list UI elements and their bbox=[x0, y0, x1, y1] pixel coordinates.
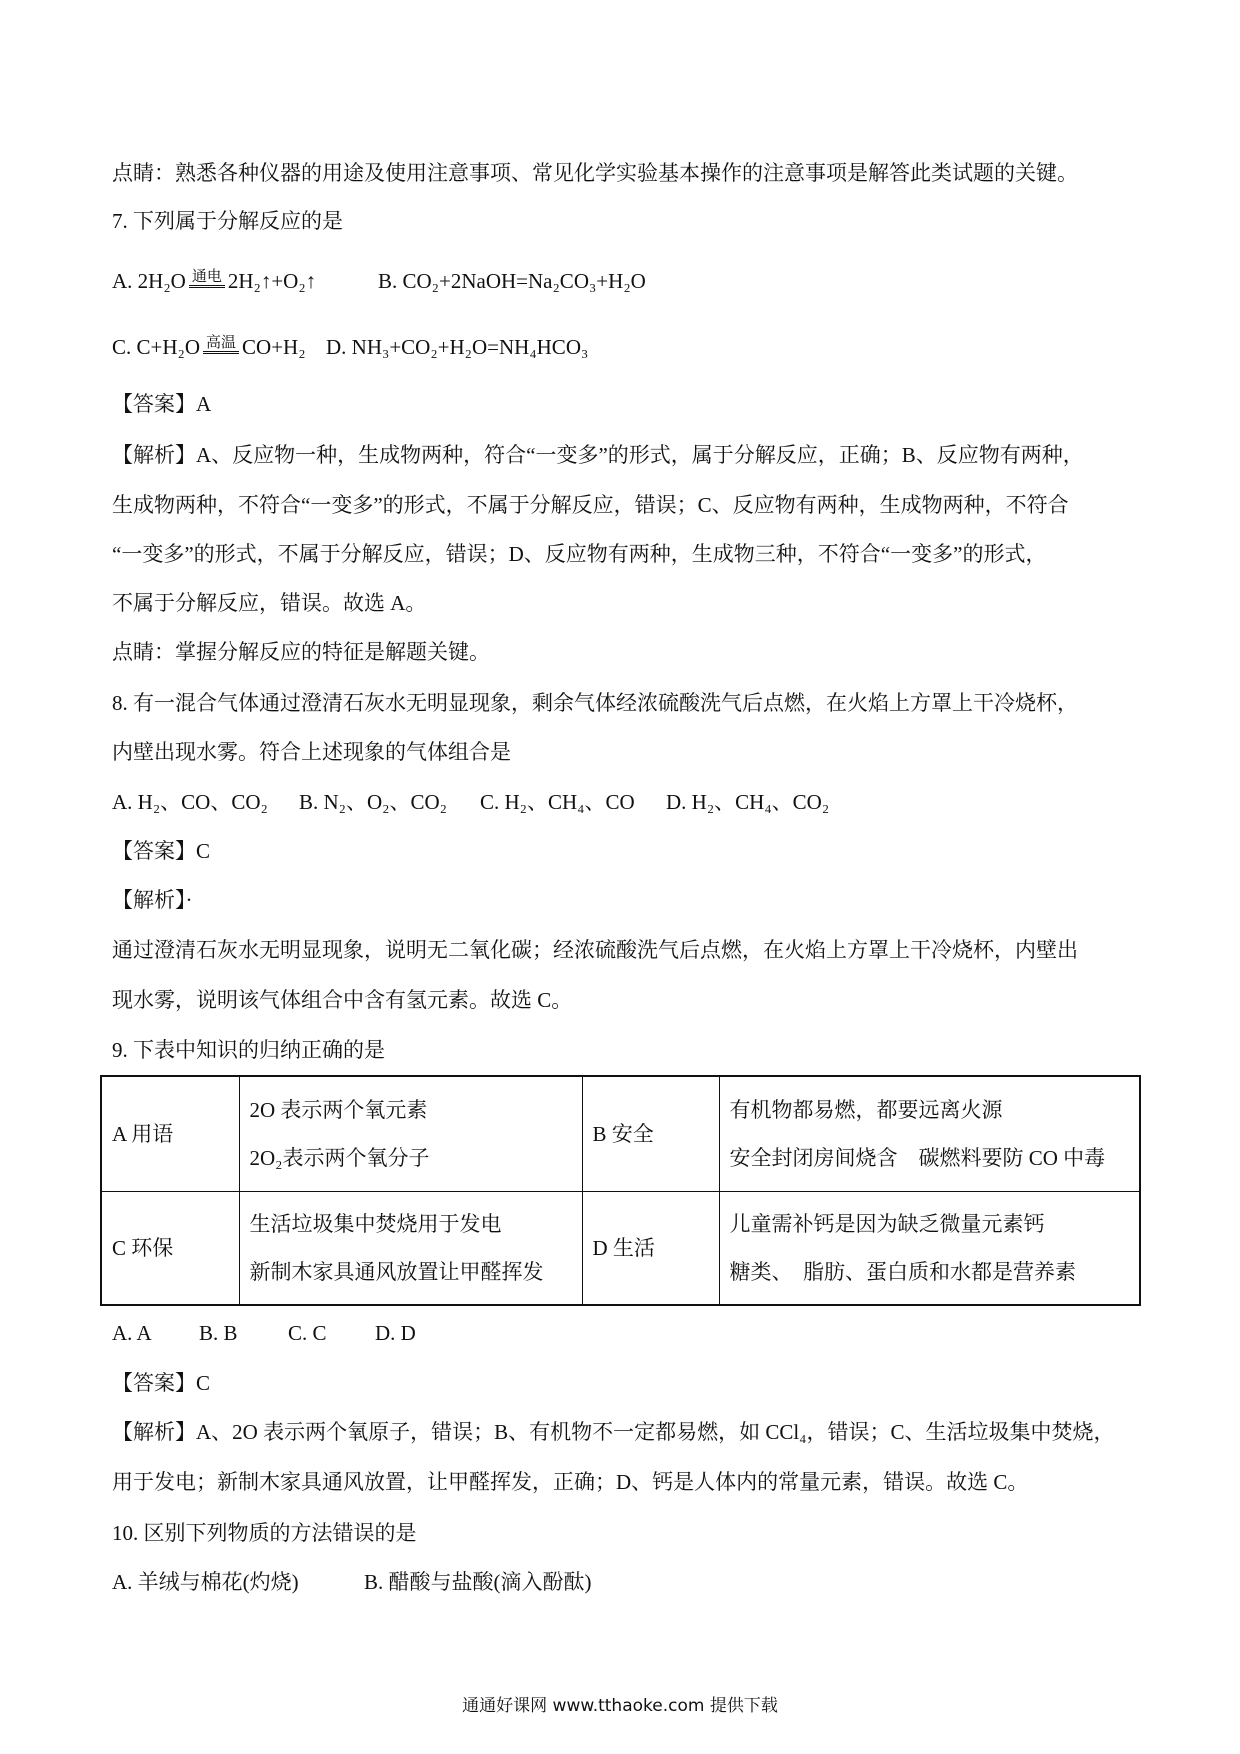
q9-analysis-line: 【解析】A、2O 表示两个氧原子，错误；B、有机物不一定都易燃，如 CCl₄，错误；C、生活垃圾集中焚烧， bbox=[112, 1420, 1115, 1444]
table-cell-label: D 生活 bbox=[582, 1192, 719, 1306]
table-cell-label: C 环保 bbox=[101, 1192, 239, 1306]
q9-options-row bbox=[0, 1319, 1240, 1347]
q7-option-c-product: CO+H₂ bbox=[242, 335, 306, 359]
q7-option-a bbox=[112, 267, 316, 295]
q7-option-a-condition: 通电 bbox=[189, 268, 225, 288]
q8-stem-line: 内壁出现水雾。符合上述现象的气体组合是 bbox=[112, 740, 511, 764]
table-cell-line: 安全封闭房间烧含 碳燃料要防 CO 中毒 bbox=[729, 1146, 1106, 1170]
q7-stem: 7. 下列属于分解反应的是 bbox=[112, 209, 343, 233]
table-cell-line: 2O₂表示两个氧分子 bbox=[249, 1146, 430, 1170]
q10-option-b: B. 醋酸与盐酸(滴入酚酞) bbox=[364, 1570, 592, 1594]
table-row bbox=[101, 1192, 1140, 1306]
q8-analysis-label: 【解析】· bbox=[112, 888, 193, 912]
table-cell-label: B 安全 bbox=[582, 1076, 719, 1192]
q8-option-b: B. N₂、O₂、CO₂ bbox=[299, 790, 447, 814]
table-cell-line: 糖类、 脂肪、蛋白质和水都是营养素 bbox=[729, 1260, 1076, 1284]
q7-option-a-product: 2H₂↑+O₂↑ bbox=[227, 269, 317, 293]
table-cell-content bbox=[239, 1076, 582, 1192]
q9-option-a: A. A bbox=[112, 1321, 152, 1345]
q7-option-d: D. NH₃+CO₂+H₂O=NH₄HCO₃ bbox=[326, 335, 589, 359]
q7-tip: 点睛：掌握分解反应的特征是解题关键。 bbox=[112, 640, 490, 664]
q7-option-a-reactant: A. 2H₂O bbox=[112, 269, 186, 293]
table-row bbox=[101, 1076, 1140, 1192]
q8-options-row bbox=[0, 788, 1240, 816]
table-cell-content bbox=[719, 1192, 1140, 1306]
q8-option-a: A. H₂、CO、CO₂ bbox=[112, 790, 268, 814]
table-cell-label: A 用语 bbox=[101, 1076, 239, 1192]
table-cell-content bbox=[239, 1192, 582, 1306]
page-footer: 通通好课网 www.tthaoke.com 提供下载 bbox=[462, 1696, 778, 1716]
tip-previous-question: 点睛：熟悉各种仪器的用途及使用注意事项、常见化学实验基本操作的注意事项是解答此类试题的关键。 bbox=[112, 161, 1078, 185]
q8-option-c: C. H₂、CH₄、CO bbox=[480, 790, 635, 814]
q10-option-a: A. 羊绒与棉花(灼烧) bbox=[112, 1570, 299, 1594]
q7-analysis-line: 【解析】A、反应物一种，生成物两种，符合“一变多”的形式，属于分解反应，正确；B、反应物有两种， bbox=[112, 443, 1084, 467]
table-cell-line: 儿童需补钙是因为缺乏微量元素钙 bbox=[729, 1212, 1045, 1236]
table-cell-line: 有机物都易燃，都要远离火源 bbox=[729, 1098, 1003, 1122]
q10-options-row bbox=[0, 1568, 1240, 1596]
q8-option-d: D. H₂、CH₄、CO₂ bbox=[666, 790, 830, 814]
table-cell-line: 生活垃圾集中焚烧用于发电 bbox=[249, 1212, 502, 1236]
q8-answer: 【答案】C bbox=[112, 839, 211, 863]
q7-option-b: B. CO₂+2NaOH=Na₂CO₃+H₂O bbox=[378, 269, 646, 293]
q9-answer: 【答案】C bbox=[112, 1371, 211, 1395]
table-cell-line: 2O 表示两个氧元素 bbox=[249, 1098, 428, 1122]
q7-option-c-reactant: C. C+H₂O bbox=[112, 335, 201, 359]
q10-stem: 10. 区别下列物质的方法错误的是 bbox=[112, 1521, 417, 1545]
q9-option-b: B. B bbox=[199, 1321, 238, 1345]
q7-answer: 【答案】A bbox=[112, 392, 212, 416]
q7-analysis-line: 不属于分解反应，错误。故选 A。 bbox=[112, 591, 427, 615]
q8-stem-line: 8. 有一混合气体通过澄清石灰水无明显现象，剩余气体经浓硫酸洗气后点燃，在火焰上方罩上干冷烧杯， bbox=[112, 691, 1078, 715]
q7-options-row-1 bbox=[0, 267, 1240, 295]
q7-option-c-condition: 高温 bbox=[203, 334, 239, 354]
q7-option-c bbox=[112, 333, 306, 361]
table-cell-content bbox=[719, 1076, 1140, 1192]
q9-analysis-line: 用于发电；新制木家具通风放置，让甲醛挥发，正确；D、钙是人体内的常量元素，错误。故选 C。 bbox=[112, 1470, 1029, 1494]
q8-analysis-line: 通过澄清石灰水无明显现象，说明无二氧化碳；经浓硫酸洗气后点燃，在火焰上方罩上干冷烧杯，内壁出 bbox=[112, 938, 1078, 962]
q9-knowledge-table bbox=[100, 1075, 1141, 1306]
q9-option-c: C. C bbox=[288, 1321, 327, 1345]
q7-analysis-line: 生成物两种，不符合“一变多”的形式，不属于分解反应，错误；C、反应物有两种，生成物两种，不符合 bbox=[112, 493, 1069, 517]
q9-stem: 9. 下表中知识的归纳正确的是 bbox=[112, 1038, 385, 1062]
table-cell-line: 新制木家具通风放置让甲醛挥发 bbox=[249, 1260, 544, 1284]
q7-analysis-line: “一变多”的形式，不属于分解反应，错误；D、反应物有两种，生成物三种，不符合“一变多”的形式， bbox=[112, 542, 1047, 566]
q9-option-d: D. D bbox=[375, 1321, 416, 1345]
q7-options-row-2 bbox=[0, 333, 1240, 361]
q8-analysis-line: 现水雾，说明该气体组合中含有氢元素。故选 C。 bbox=[112, 988, 573, 1012]
